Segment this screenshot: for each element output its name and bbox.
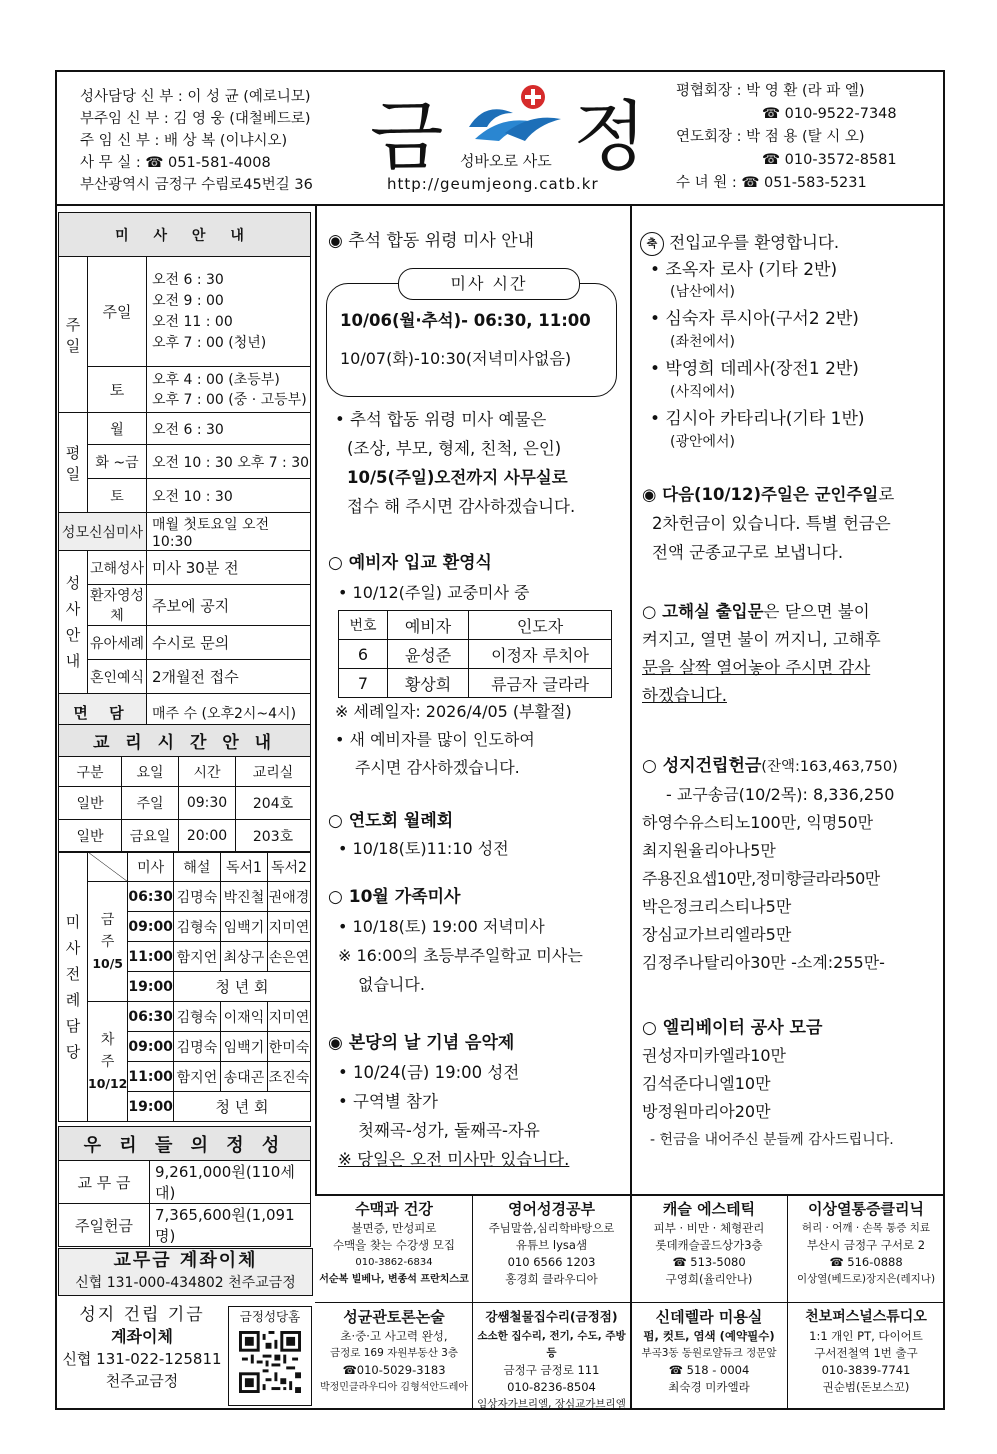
mass-time-line2: 10/07(화)-10:30(저녁미사없음) bbox=[340, 349, 572, 368]
weekday-time: 오전 10 : 30 오후 7 : 30 bbox=[147, 445, 311, 479]
newcomer-from: (광안에서) bbox=[670, 434, 736, 450]
ad-card: 캐슬 에스테틱 피부 · 비만 · 체형관리 롯데캐슬골드상가3층 ☎ 513-5080 구영희(율리안나) bbox=[653, 1200, 765, 1286]
account-box bbox=[58, 1248, 313, 1296]
duty-cell: 지미연 bbox=[267, 912, 310, 942]
meeting-label: 면 담 bbox=[59, 694, 147, 732]
header-divider bbox=[55, 204, 945, 206]
account-number: 신협 131-000-434802 천주교금정 bbox=[75, 1275, 296, 1291]
welcome-section bbox=[640, 230, 940, 452]
catechumen-notes: ※ 세례일자: 2026/4/05 (부활절) • 새 예비자를 많이 인도하여 주시면 감사하겠습니다. bbox=[335, 702, 572, 777]
ad-card: 신데렐라 미용실 펌, 컷트, 염색 (예약필수) 부곡3동 동원로얄듀크 정문앞 ☎ 518 - 0004 최숙경 미카엘라 bbox=[641, 1308, 777, 1394]
duty-cell: 최상구 bbox=[220, 942, 267, 972]
newcomer-from: (남산에서) bbox=[670, 284, 736, 300]
duty-cell: 이재익 bbox=[220, 1002, 267, 1032]
duty-cell: 손은연 bbox=[267, 942, 310, 972]
catechism-header: 시간 bbox=[179, 757, 236, 787]
duty-cell: 임백기 bbox=[220, 912, 267, 942]
sacrament-name: 혼인예식 bbox=[88, 660, 147, 694]
catechism-header: 구분 bbox=[59, 757, 122, 787]
ad-card: 성균관토론논술 초·중·고 사고력 완성, 금정로 169 자원부동산 3층 ☎010-5029-3183 박정민클라우디아 김형석안드레아 bbox=[319, 1308, 469, 1393]
duty-header: 미사 bbox=[128, 852, 174, 882]
duty-time: 06:30 bbox=[128, 1002, 174, 1032]
duty-time: 06:30 bbox=[128, 882, 174, 912]
sacrament-name: 고해성사 bbox=[88, 551, 147, 585]
duty-header: 독서2 bbox=[267, 852, 310, 882]
catechism-cell: 금요일 bbox=[122, 820, 179, 853]
section-family-mass-title: ○ 10월 가족미사 bbox=[328, 887, 461, 907]
duty-time: 19:00 bbox=[128, 1092, 174, 1122]
building-holder: 천주교금정 bbox=[105, 1372, 179, 1390]
chuseok-body: • 추석 합동 위령 미사 예물은 (조상, 부모, 형제, 친척, 은인) 10/5(주일)오전까지 사무실로 접수 해 주시면 감사하겠습니다. bbox=[335, 410, 576, 516]
title-jeong: 정 bbox=[573, 92, 647, 181]
offering-label: 교 무 금 bbox=[59, 1161, 150, 1204]
catechism-cell: 203호 bbox=[236, 820, 311, 853]
duty-cell: 함지언 bbox=[173, 942, 220, 972]
heart-mass-time: 매월 첫토요일 오전 10:30 bbox=[147, 513, 311, 551]
weekday-time: 오전 6 : 30 bbox=[147, 413, 311, 445]
duty-cell: 조진숙 bbox=[267, 1062, 310, 1092]
duty-time: 09:00 bbox=[128, 912, 174, 942]
sacrament-info: 수시로 문의 bbox=[147, 626, 311, 660]
catechism-header: 교리실 bbox=[236, 757, 311, 787]
newcomer-from: (좌천에서) bbox=[670, 334, 736, 350]
qr-box[interactable] bbox=[228, 1306, 312, 1406]
duty-cell: 박진철 bbox=[220, 882, 267, 912]
account-title: 교무금 계좌이체 bbox=[113, 1250, 258, 1271]
duty-header: 해설 bbox=[173, 852, 220, 882]
military-sunday: ◉ 다음(10/12)주일은 군인주일로 2차헌금이 있습니다. 특별 헌금은 전액 군종교구로 보냅니다. bbox=[642, 485, 895, 562]
ad-card: 수맥과 건강 불면증, 만성피로 수맥을 찾는 수강생 모집 010-3862-6834 서순복 빌베나, 변종석 프란치스코 bbox=[319, 1200, 469, 1285]
saturday-times: 오후 4 : 00 (초등부) 오후 7 : 00 (중 · 고등부) bbox=[147, 367, 311, 413]
catechumen-cell: 6 bbox=[339, 640, 388, 669]
qr-label: 금정성당홈 bbox=[239, 1309, 301, 1324]
duty-cell: 임백기 bbox=[220, 1032, 267, 1062]
building-sub: 계좌이체 bbox=[111, 1327, 173, 1346]
celebrate-icon: 축 bbox=[640, 232, 664, 256]
duty-time: 11:00 bbox=[128, 942, 174, 972]
duty-youth: 청 년 회 bbox=[173, 1092, 310, 1122]
catechumen-cell: 류금자 글라라 bbox=[469, 669, 612, 698]
duty-cell: 권애경 bbox=[267, 882, 310, 912]
sacrament-info: 미사 30분 전 bbox=[147, 551, 311, 585]
offering-value: 7,365,600원(1,091명) bbox=[150, 1204, 311, 1247]
weekday-day: 토 bbox=[88, 479, 147, 513]
sunday-label: 주일 bbox=[88, 257, 147, 367]
mass-table bbox=[58, 212, 311, 732]
confession-door: ○ 고해실 출입문은 닫으면 불이 켜지고, 열면 불이 꺼지니, 고해후 문을 살짝 열어놓아 주시면 감사 하겠습니다. bbox=[642, 602, 881, 705]
catechism-header: 요일 bbox=[122, 757, 179, 787]
newcomer-name: • 박영희 데레사(장전1 2반) bbox=[650, 359, 859, 379]
ad-card: 이상열통증클리닉 허리 · 어깨 · 손목 통증 치료 부산시 금정구 구서로 2 ☎ 516-0888 이상열(베드로)장지은(레지나) bbox=[796, 1200, 936, 1285]
duty-cell: 함지언 bbox=[173, 1062, 220, 1092]
mass-title: 미 사 안 내 bbox=[59, 213, 311, 257]
offering-title: 우 리 들 의 정 성 bbox=[59, 1127, 311, 1161]
yeondo-line: • 10/18(토)11:10 성전 bbox=[338, 839, 509, 858]
duty-time: 11:00 bbox=[128, 1062, 174, 1092]
catechumen-cell: 7 bbox=[339, 669, 388, 698]
catechumen-cell: 이정자 루치아 bbox=[469, 640, 612, 669]
catechumen-cell: 황상희 bbox=[388, 669, 469, 698]
sacrament-info: 2개월전 접수 bbox=[147, 660, 311, 694]
catechism-title: 교 리 시 간 안 내 bbox=[59, 725, 311, 757]
duty-header: 독서1 bbox=[220, 852, 267, 882]
mass-time-box bbox=[326, 283, 617, 397]
catechism-cell: 09:30 bbox=[179, 787, 236, 820]
family-mass-body: • 10/18(토) 19:00 저녁미사 ※ 16:00의 초등부주일학교 미사는 없습니다. bbox=[338, 917, 583, 994]
duty-cell: 김명숙 bbox=[173, 882, 220, 912]
section-music-title: ◉ 본당의 날 기념 음악제 bbox=[328, 1033, 515, 1053]
section-catechumen-title: ○ 예비자 입교 환영식 bbox=[328, 553, 492, 573]
duty-cell: 송대곤 bbox=[220, 1062, 267, 1092]
next-week-label: 차주 10/12 bbox=[88, 1002, 128, 1122]
building-number: 신협 131-022-125811 bbox=[62, 1350, 222, 1368]
catechumen-cell: 윤성준 bbox=[388, 640, 469, 669]
duty-cell: 김명숙 bbox=[173, 1032, 220, 1062]
duty-cell: 김형숙 bbox=[173, 1002, 220, 1032]
catechumen-header: 번호 bbox=[339, 611, 388, 640]
offering-value: 9,261,000원(110세대) bbox=[150, 1161, 311, 1204]
sacrament-name: 유아세례 bbox=[88, 626, 147, 660]
header-left-info: 성사담당 신 부 : 이 성 균 (예로니모) 부주임 신 부 : 김 영 웅 (대철베드로) 주 임 신 부 : 배 상 복 (이냐시오) 사 무 실 : ☎ 051-581-4008 부산광역시 금정구 수림로45번길 36 bbox=[80, 89, 313, 193]
title-geum: 금 bbox=[370, 92, 444, 181]
catechism-cell: 주일 bbox=[122, 787, 179, 820]
weekday-time: 오전 10 : 30 bbox=[147, 479, 311, 513]
parish-subtitle: 성바오로 사도 bbox=[460, 152, 552, 170]
catechism-cell: 204호 bbox=[236, 787, 311, 820]
column-divider bbox=[630, 204, 632, 1194]
duty-table bbox=[58, 851, 311, 1122]
this-week-label: 금주 10/5 bbox=[88, 882, 128, 1002]
offering-table bbox=[58, 1126, 311, 1247]
duty-cell: 한미숙 bbox=[267, 1032, 310, 1062]
duty-time: 19:00 bbox=[128, 972, 174, 1002]
catechumen-line: • 10/12(주일) 교중미사 중 bbox=[338, 583, 530, 602]
catechism-table bbox=[58, 724, 311, 853]
catechumen-header: 예비자 bbox=[388, 611, 469, 640]
catechumen-header: 인도자 bbox=[469, 611, 612, 640]
sunday-times: 오전 6 : 30 오전 9 : 00 오전 11 : 00 오후 7 : 00 (청년) bbox=[147, 257, 311, 367]
welcome-text: 전입교우를 환영합니다. bbox=[669, 233, 840, 252]
heart-mass-label: 성모신심미사 bbox=[59, 513, 147, 551]
weekday-group: 평일 bbox=[59, 413, 88, 513]
meeting-info: 매주 수 (오후2시~4시) bbox=[147, 694, 311, 732]
mass-time-line1: 10/06(월·추석)- 06:30, 11:00 bbox=[340, 311, 591, 330]
duty-youth: 청 년 회 bbox=[173, 972, 310, 1002]
offering-label: 주일헌금 bbox=[59, 1204, 150, 1247]
parish-url[interactable]: http://geumjeong.catb.kr bbox=[387, 175, 599, 193]
ad-card: 천보퍼스널스튜디오 1:1 개인 PT, 다이어트 구서전철역 1번 출구 010-3839-7741 권순범(돈보스꼬) bbox=[805, 1309, 927, 1394]
catechumen-table bbox=[338, 610, 612, 698]
duty-cell: 지미연 bbox=[267, 1002, 310, 1032]
music-body: • 10/24(금) 19:00 성전 • 구역별 참가 첫째곡-성가, 둘째곡-자유 ※ 당일은 오전 미사만 있습니다. bbox=[338, 1063, 570, 1169]
ad-card: 강쌤철물집수리(금정점) 소소한 집수리, 전기, 수도, 주방등 금정구 금정로 111 010-8236-8504 임상자가브리엘, 장심교가브리엘 bbox=[477, 1309, 626, 1408]
building-fund bbox=[58, 1304, 226, 1392]
duty-group: 미사전례담당 bbox=[59, 852, 88, 1122]
section-chuseok-title: ◉ 추석 합동 위령 미사 안내 bbox=[328, 231, 535, 251]
catechism-cell: 일반 bbox=[59, 787, 122, 820]
sunday-group: 주일 bbox=[59, 257, 88, 413]
saturday-label: 토 bbox=[88, 367, 147, 413]
section-yeondo-title: ○ 연도회 월례회 bbox=[328, 811, 454, 831]
catechism-cell: 20:00 bbox=[179, 820, 236, 853]
weekday-day: 화 ~금 bbox=[88, 445, 147, 479]
newcomer-name: • 김시아 카타리나(기타 1반) bbox=[650, 409, 865, 429]
qr-code-icon[interactable] bbox=[239, 1331, 301, 1393]
newcomer-name: • 심숙자 루시아(구서2 2반) bbox=[650, 309, 859, 329]
catechism-cell: 일반 bbox=[59, 820, 122, 853]
building-title: 성지 건립 기금 bbox=[79, 1305, 205, 1325]
mass-time-label: 미사 시간 bbox=[398, 268, 580, 300]
newcomer-name: • 조옥자 로사 (기타 2반) bbox=[650, 260, 838, 280]
sacrament-info: 주보에 공지 bbox=[147, 585, 311, 626]
newcomer-from: (사직에서) bbox=[670, 384, 736, 400]
elevator-offering: ○ 엘리베이터 공사 모금 권성자미카엘라10만 김석준다니엘10만 방정원마리아20만 - 헌금을 내어주신 분들께 감사드립니다. bbox=[642, 1018, 894, 1148]
sacrament-name: 환자영성체 bbox=[88, 585, 147, 626]
weekday-day: 월 bbox=[88, 413, 147, 445]
building-offering: ○ 성지건립헌금(잔액:163,463,750) - 교구송금(10/2목): 8,336,250 하영수유스티노100만, 익명50만 최지원율리아나5만 주용진요셉10만,정미향글라라50만 박은정크리스티나5만 장심교가브리엘라5만 김정주나탈리아30만 -소계:255만- bbox=[642, 756, 898, 972]
ad-card: 영어성경공부 주님말씀,심리학바탕으로 유튜브 lysa샘 010 6566 1203 홍경희 클라우디아 bbox=[488, 1200, 615, 1286]
duty-cell: 김형숙 bbox=[173, 912, 220, 942]
column-divider bbox=[315, 204, 317, 1194]
duty-corner bbox=[88, 852, 128, 882]
parish-logo-icon bbox=[465, 83, 565, 145]
header-right-info: 평협회장 : 박 영 환 (라 파 엘) ☎ 010-9522-7348 연도회장 : 박 점 용 (탈 시 오) ☎ 010-3572-8581 수 녀 원 : ☎ 051-583-5231 bbox=[676, 83, 897, 191]
duty-time: 09:00 bbox=[128, 1032, 174, 1062]
sacrament-group: 성사안내 bbox=[59, 551, 88, 694]
